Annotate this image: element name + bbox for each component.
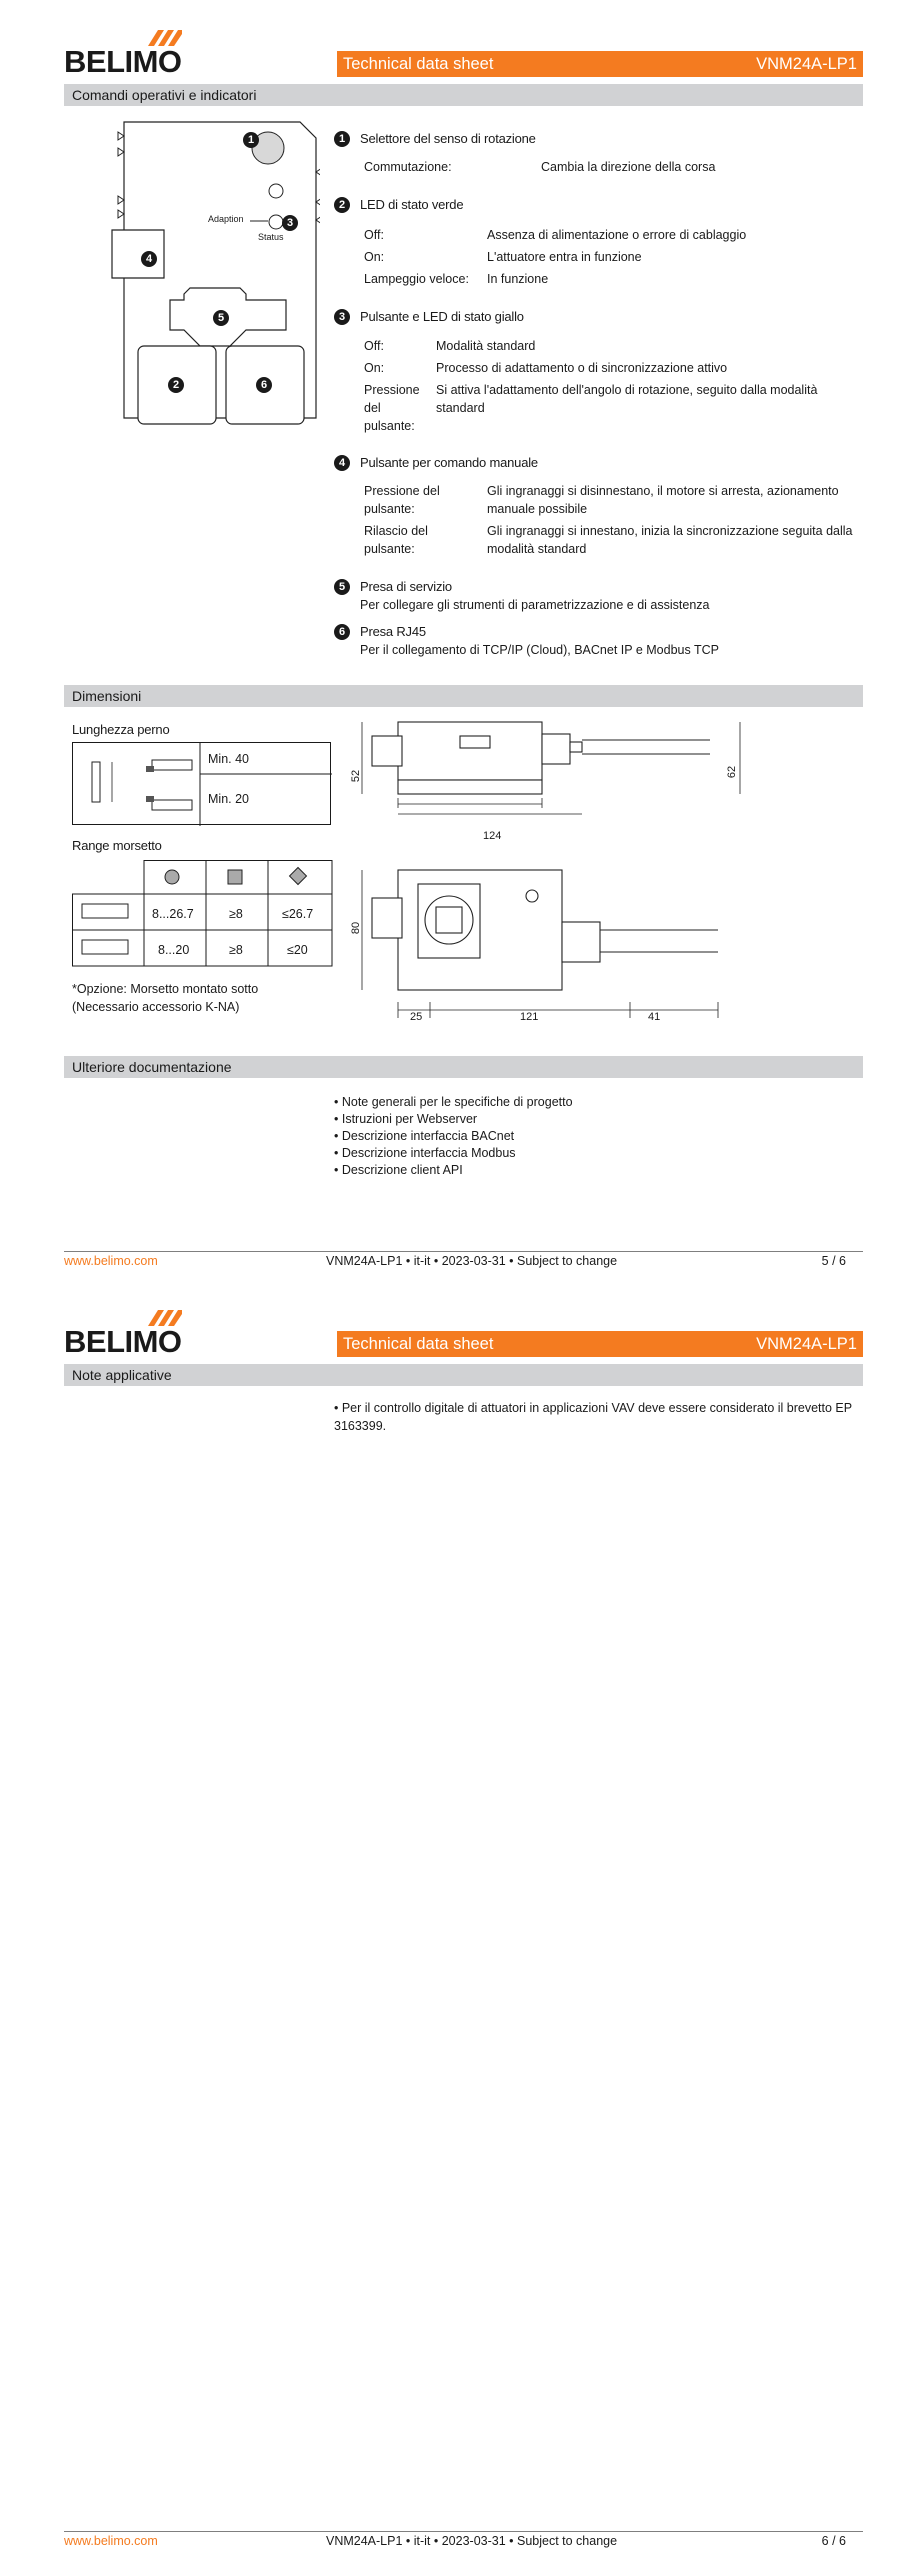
section-title: Ulteriore documentazione [72, 1059, 232, 1075]
model-name: VNM24A-LP1 [756, 55, 857, 73]
footer-rule [64, 2531, 863, 2532]
item-key: On: [364, 361, 385, 375]
clamp-cell: ≤20 [287, 943, 308, 957]
clamp-range-title: Range morsetto [72, 838, 162, 853]
item-title: Presa di servizio [360, 579, 452, 594]
clamp-cell: 8...26.7 [152, 907, 194, 921]
page-number: 5 / 6 [821, 1254, 846, 1268]
logo-text: BELIMO [64, 1324, 182, 1359]
actuator-diagram [110, 118, 320, 430]
item-value: Assenza di alimentazione o errore di cablaggio [487, 228, 747, 242]
spindle-length-table [72, 742, 332, 826]
dim-label: 121 [520, 1011, 539, 1023]
item-value: Modalità standard [436, 339, 536, 353]
item-key: Lampeggio veloce: [364, 272, 469, 286]
callout-2: 2 [168, 377, 184, 393]
item-key: Pressione del pulsante: [364, 383, 420, 433]
callout-5: 5 [213, 310, 229, 326]
clamp-cell: ≥8 [229, 943, 243, 957]
item-key: Pressione del pulsante: [364, 484, 440, 516]
header-bar [337, 51, 863, 77]
footer-rule [64, 1251, 863, 1252]
sheet-title: Technical data sheet [343, 1335, 494, 1353]
footer-info: VNM24A-LP1 • it-it • 2023-03-31 • Subject to change [326, 1254, 618, 1268]
item-desc: Per collegare gli strumenti di parametrizzazione e di assistenza [360, 598, 710, 612]
section-title: Dimensioni [72, 688, 142, 704]
clamp-cell: ≤26.7 [282, 907, 314, 921]
doc-item: • Descrizione client API [334, 1163, 463, 1177]
note-line: 3163399. [334, 1419, 387, 1433]
item-num: 3 [334, 309, 350, 325]
section-controls [64, 84, 863, 106]
spindle-row: Min. 20 [208, 792, 249, 806]
item-value: Processo di adattamento o di sincronizzazione attivo [436, 361, 728, 375]
item-title: Pulsante e LED di stato giallo [360, 309, 524, 324]
item-value: Si attiva l'adattamento dell'angolo di rotazione, seguito dalla modalità standard [436, 383, 818, 415]
item-key: Off: [364, 228, 384, 242]
clamp-cell: ≥8 [229, 907, 243, 921]
section-title: Note applicative [72, 1367, 172, 1383]
dim-label: 124 [483, 830, 502, 842]
section-docs [64, 1056, 863, 1078]
item-key: On: [364, 250, 385, 264]
callout-3: 3 [282, 215, 298, 231]
clamp-cell: 8...20 [158, 943, 190, 957]
doc-item: • Note generali per le specifiche di progetto [334, 1095, 573, 1109]
section-dimensions [64, 685, 863, 707]
dim-label: 80 [350, 921, 363, 935]
item-title: Pulsante per comando manuale [360, 455, 538, 470]
item-value: Gli ingranaggi si disinnestano, il motore si arresta, azionamento manuale possibile [487, 484, 839, 516]
status-label: Status [258, 232, 284, 242]
header-bar [337, 1331, 863, 1357]
footer-link[interactable]: www.belimo.com [64, 1254, 158, 1268]
doc-item: • Descrizione interfaccia BACnet [334, 1129, 515, 1143]
doc-item: • Istruzioni per Webserver [334, 1112, 478, 1126]
item-title: LED di stato verde [360, 197, 464, 212]
doc-item: • Descrizione interfaccia Modbus [334, 1146, 516, 1160]
dim-label: 25 [410, 1011, 423, 1023]
item-title: Selettore del senso di rotazione [360, 131, 536, 146]
dim-label: 41 [648, 1011, 661, 1023]
item-desc: Per il collegamento di TCP/IP (Cloud), BACnet IP e Modbus TCP [360, 643, 719, 657]
model-name: VNM24A-LP1 [756, 1335, 857, 1353]
callout-1: 1 [243, 132, 259, 148]
item-num: 4 [334, 455, 350, 471]
item-value: L'attuatore entra in funzione [487, 250, 642, 264]
item-num: 2 [334, 197, 350, 213]
section-title: Comandi operativi e indicatori [72, 87, 257, 103]
item-value: Gli ingranaggi si innestano, inizia la sincronizzazione seguita dalla modalità standard [487, 524, 853, 556]
dim-label: 62 [726, 765, 739, 779]
item-value: In funzione [487, 272, 549, 286]
item-title: Presa RJ45 [360, 624, 426, 639]
sheet-title: Technical data sheet [343, 55, 494, 73]
option-note: (Necessario accessorio K-NA) [72, 1000, 240, 1014]
footer-link[interactable]: www.belimo.com [64, 2534, 158, 2548]
callout-4: 4 [141, 251, 157, 267]
dim-label: 52 [350, 769, 363, 783]
spindle-length-title: Lunghezza perno [72, 722, 170, 737]
section-notes [64, 1364, 863, 1386]
dimension-drawing [350, 712, 750, 1032]
belimo-logo [64, 1310, 180, 1358]
adaption-label: Adaption [208, 214, 244, 224]
logo-text: BELIMO [64, 44, 182, 79]
item-key: Commutazione: [364, 160, 452, 174]
note-line: • Per il controllo digitale di attuatori in applicazioni VAV deve essere considerato il brevetto EP [334, 1401, 853, 1415]
callout-6: 6 [256, 377, 272, 393]
spindle-row: Min. 40 [208, 752, 249, 766]
option-note: *Opzione: Morsetto montato sotto [72, 982, 259, 996]
footer-info: VNM24A-LP1 • it-it • 2023-03-31 • Subject to change [326, 2534, 618, 2548]
item-num: 1 [334, 131, 350, 147]
item-num: 6 [334, 624, 350, 640]
item-key: Rilascio del pulsante: [364, 524, 428, 556]
item-num: 5 [334, 579, 350, 595]
page-number: 6 / 6 [821, 2534, 846, 2548]
item-key: Off: [364, 339, 384, 353]
belimo-logo [64, 30, 180, 78]
item-value: Cambia la direzione della corsa [541, 160, 716, 174]
page-6 [0, 1280, 906, 2560]
